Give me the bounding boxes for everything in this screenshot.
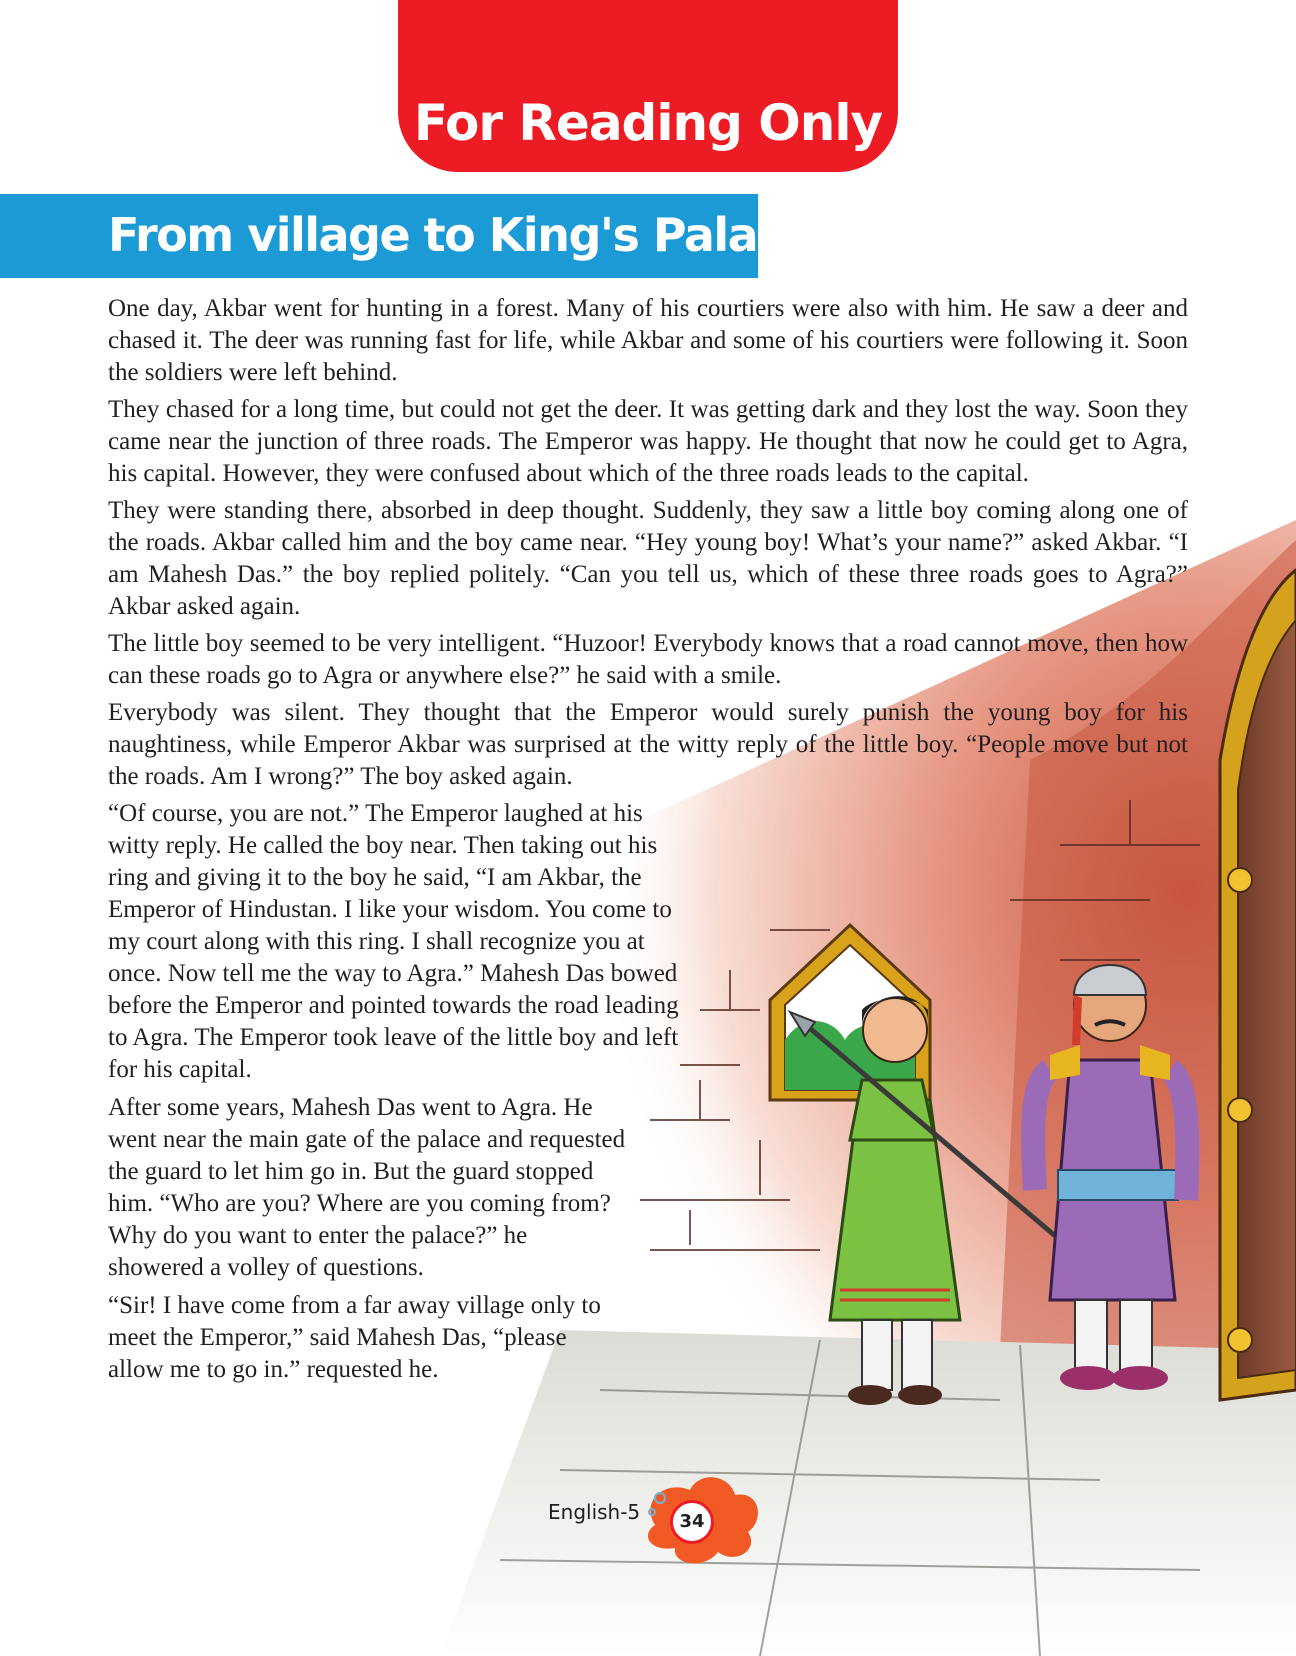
story-paragraph-8: “Sir! I have come from a far away village only to meet the Emperor,” said Mahesh Das, “please allow me to go in.” requested he. — [108, 1292, 601, 1383]
reading-tab — [398, 0, 898, 172]
page-number: 34 — [670, 1500, 714, 1544]
title-banner — [0, 194, 813, 278]
story-paragraph-2: They chased for a long time, but could not get the deer. It was getting dark and they lost the way. Soon they came near the junction of three roads. The Emperor was happy. He thought that now he could get to Agra, his capital. However, they were confused about which of the three roads leads to the capital. — [108, 396, 1188, 487]
story-paragraph-6: “Of course, you are not.” The Emperor laughed at his witty reply. He called the boy near. Then taking out his ring and giving it to the boy he said, “I am Akbar, the Emperor of Hindustan. I like your wisdom. You come to my court along with this ring. I shall recognize you at once. Now tell me the way to Agra.” Mahesh Das bowed before the Emperor and pointed towards the road leading to Agra. The Emperor took leave of the little boy and left for his capital. — [108, 800, 679, 1083]
story-paragraph-4: The little boy seemed to be very intelligent. “Huzoor! Everybody knows that a road cannot move, then how can these roads go to Agra or anywhere else?” he said with a smile. — [108, 630, 1188, 689]
book-label: English-5 — [548, 1500, 641, 1524]
story-body — [108, 293, 1188, 1392]
story-paragraph-7: After some years, Mahesh Das went to Agra. He went near the main gate of the palace and requested the guard to let him go in. But the guard stopped him. “Who are you? Where are you coming from? Why do you want to enter the palace?” he showered a volley of questions. — [108, 1094, 626, 1281]
story-paragraph-3: They were standing there, absorbed in deep thought. Suddenly, they saw a little boy coming along one of the roads. Akbar called him and the boy came near. “Hey young boy! What’s your name?” asked Akbar. “I am Mahesh Das.” the boy replied politely. “Can you tell us, which of these three roads goes to Agra?” Akbar asked again. — [108, 497, 1188, 620]
story-paragraph-1: One day, Akbar went for hunting in a forest. Many of his courtiers were also with him. He saw a deer and chased it. The deer was running fast for life, while Akbar and some of his courtiers were following it. Soon the soldiers were left behind. — [108, 295, 1188, 386]
story-paragraph-5: Everybody was silent. They thought that the Emperor would surely punish the young boy for his naughtiness, while Emperor Akbar was surprised at the witty reply of the little boy. “People move but not the roads. Am I wrong?” The boy asked again. — [108, 699, 1188, 790]
reading-tab-label: For Reading Only — [413, 94, 883, 152]
page-title: From village to King's Palace — [108, 208, 813, 262]
